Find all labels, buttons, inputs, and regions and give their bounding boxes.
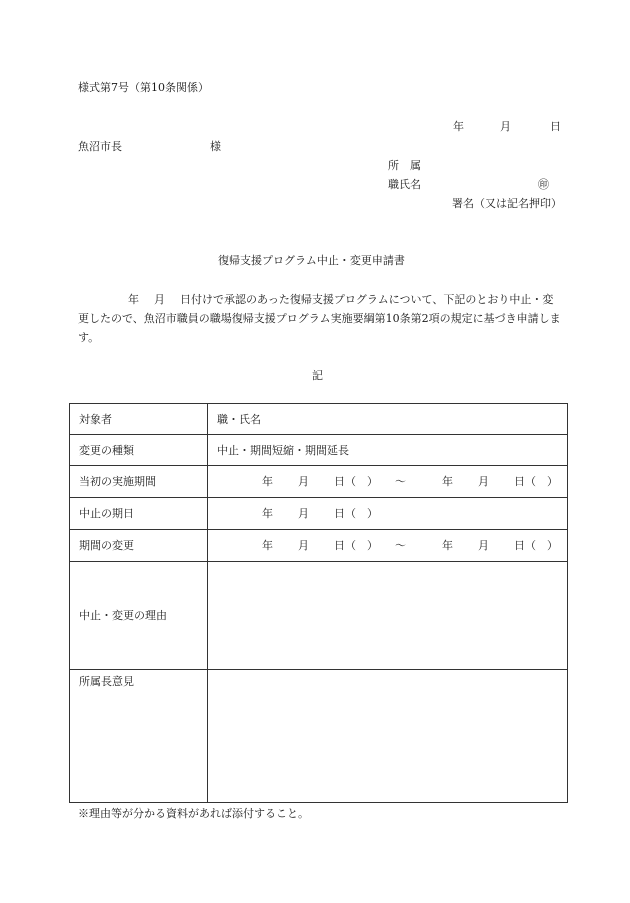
stop-date-label: 中止の期日: [70, 498, 208, 530]
date-month: 月: [298, 507, 309, 520]
applicant-affiliation-label: 所 属: [388, 159, 421, 172]
reason-label: 中止・変更の理由: [70, 562, 208, 670]
body-date-year: 年: [128, 293, 139, 306]
date-year: 年: [442, 475, 453, 488]
date-tilde: ～: [395, 539, 406, 552]
addressee-honorific: 様: [210, 140, 221, 153]
date-month: 月: [478, 539, 489, 552]
table-row: [70, 562, 568, 670]
change-type-label: 変更の種類: [70, 435, 208, 466]
table-row: [70, 435, 568, 466]
table-row: [70, 530, 568, 562]
date-tilde: ～: [395, 475, 406, 488]
reason-field[interactable]: [208, 562, 568, 670]
date-month: 月: [298, 475, 309, 488]
addressee-name: 魚沼市長: [78, 140, 122, 153]
original-period-label: 当初の実施期間: [70, 466, 208, 498]
footnote: ※理由等が分かる資料があれば添付すること。: [78, 807, 309, 820]
table-row: [70, 498, 568, 530]
applicant-name-label: 職氏名: [388, 178, 421, 191]
date-day: 日（ ）: [334, 539, 378, 552]
date-year: 年: [262, 475, 273, 488]
header-date-year: 年: [453, 120, 464, 133]
table-row: [70, 466, 568, 498]
document-title: 復帰支援プログラム中止・変更申請書: [218, 254, 405, 267]
form-number: 様式第7号（第10条関係）: [78, 81, 209, 94]
date-year: 年: [262, 539, 273, 552]
manager-opinion-label: 所属長意見: [70, 670, 208, 803]
body-text: 日付けで承認のあった復帰支援プログラムについて、下記のとおり中止・変更したので、魚沼市職員の職場復帰支援プログラム実施要綱第10条第2項の規定に基づき申請します。: [78, 293, 561, 344]
stop-date-field[interactable]: [208, 498, 568, 530]
original-period-field[interactable]: [208, 466, 568, 498]
date-day: 日（ ）: [334, 507, 378, 520]
seal-mark: ㊞: [538, 178, 549, 191]
body-date-month: 月: [154, 293, 165, 306]
manager-opinion-field[interactable]: [208, 670, 568, 803]
period-change-field[interactable]: [208, 530, 568, 562]
target-label: 対象者: [70, 404, 208, 435]
ki-heading: 記: [312, 369, 323, 382]
date-day: 日（ ）: [334, 475, 378, 488]
header-date-day: 日: [550, 120, 561, 133]
period-change-label: 期間の変更: [70, 530, 208, 562]
date-day: 日（ ）: [514, 475, 558, 488]
signature-note: 署名（又は記名押印）: [452, 197, 562, 210]
target-value[interactable]: 職・氏名: [208, 404, 568, 435]
date-year: 年: [262, 507, 273, 520]
change-type-value[interactable]: 中止・期間短縮・期間延長: [208, 435, 568, 466]
table-row: [70, 404, 568, 435]
date-year: 年: [442, 539, 453, 552]
table-row: [70, 670, 568, 803]
body-paragraph: [78, 290, 562, 347]
header-date-month: 月: [500, 120, 511, 133]
application-table: [69, 403, 568, 803]
date-month: 月: [478, 475, 489, 488]
date-day: 日（ ）: [514, 539, 558, 552]
date-month: 月: [298, 539, 309, 552]
